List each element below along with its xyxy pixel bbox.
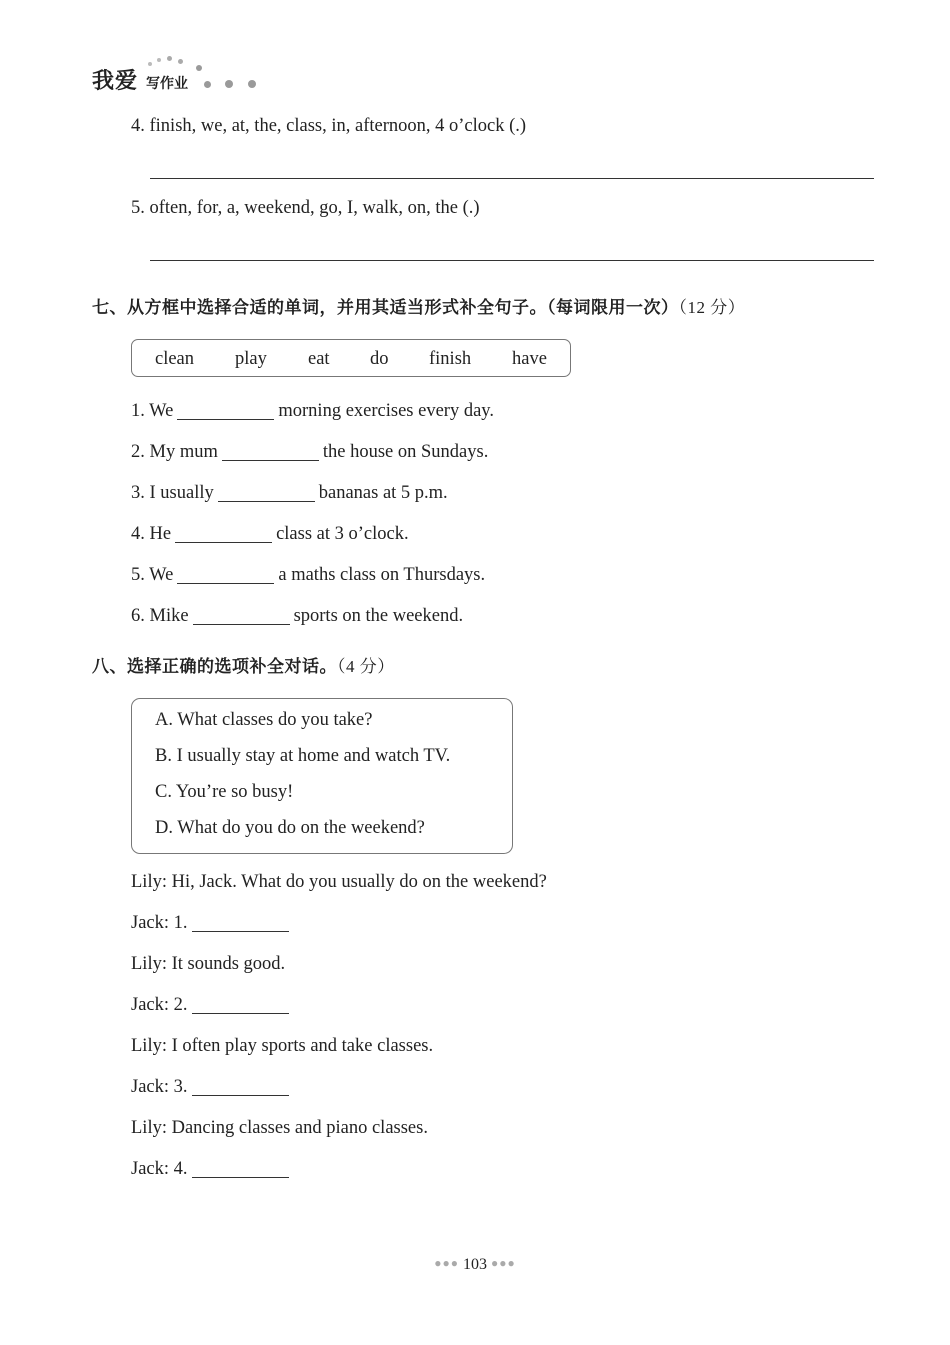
decor-dot-icon — [167, 56, 172, 61]
sentence-number: 5. — [131, 565, 145, 585]
blank-field[interactable] — [177, 565, 274, 584]
dialogue-line — [131, 1036, 433, 1057]
decor-dot-icon — [196, 65, 202, 71]
sentence-number: 2. — [131, 442, 145, 462]
decor-dot-icon — [225, 80, 233, 88]
dialogue-text: Dancing classes and piano classes. — [171, 1118, 428, 1138]
sentence-before: I usually — [149, 483, 214, 503]
reorder-item-number: 4. — [131, 116, 145, 136]
header-logo — [92, 56, 292, 96]
page-number-footer — [0, 1256, 950, 1274]
dialogue-line — [131, 1077, 293, 1098]
dialogue-line — [131, 1118, 428, 1139]
fill-sentence-1 — [131, 401, 494, 422]
fill-sentence-4 — [131, 524, 409, 545]
speaker-label: Lily: — [131, 954, 167, 974]
section-title-text: 七、从方框中选择合适的单词，并用其适当形式补全句子。（每词限用一次） — [92, 298, 679, 318]
dialogue-line — [131, 954, 285, 975]
speaker-label: Jack: — [131, 913, 170, 933]
fill-sentence-2 — [131, 442, 488, 463]
sentence-before: We — [149, 565, 174, 585]
dialogue-text: 4. — [173, 1159, 188, 1179]
option-d: D. What do you do on the weekend? — [155, 818, 425, 838]
speaker-label: Jack: — [131, 1077, 170, 1097]
option-b: B. I usually stay at home and watch TV. — [155, 746, 451, 766]
decor-dot-icon — [178, 59, 183, 64]
sentence-number: 6. — [131, 606, 145, 626]
fill-sentence-3 — [131, 483, 448, 504]
sentence-after: the house on Sundays. — [322, 442, 489, 462]
option-a: A. What classes do you take? — [155, 710, 373, 730]
dialogue-text: 3. — [173, 1077, 188, 1097]
decor-dot-icon — [148, 62, 152, 66]
dialogue-text: It sounds good. — [171, 954, 286, 974]
sentence-number: 4. — [131, 524, 145, 544]
blank-field[interactable] — [192, 995, 289, 1014]
section-7-title — [92, 293, 745, 318]
dots-icon: ●●● — [491, 1256, 516, 1270]
answer-line[interactable] — [150, 178, 874, 179]
sentence-after: morning exercises every day. — [278, 401, 494, 421]
speaker-label: Lily: — [131, 872, 167, 892]
dialogue-text: 2. — [173, 995, 188, 1015]
option-c: C. You’re so busy! — [155, 782, 294, 802]
section-title-text: 八、选择正确的选项补全对话。 — [92, 657, 337, 677]
speaker-label: Lily: — [131, 1118, 167, 1138]
blank-field[interactable] — [218, 483, 315, 502]
reorder-item-words: finish, we, at, the, class, in, afternoon, 4 o’clock (.) — [149, 116, 527, 136]
reorder-item-number: 5. — [131, 198, 145, 218]
blank-field[interactable] — [175, 524, 272, 543]
blank-field[interactable] — [177, 401, 274, 420]
sentence-after: bananas at 5 p.m. — [318, 483, 448, 503]
dialogue-text: I often play sports and take classes. — [171, 1036, 434, 1056]
word-bank-item: have — [512, 349, 547, 369]
section-points: （12 分） — [678, 298, 746, 317]
blank-field[interactable] — [192, 913, 289, 932]
speaker-label: Jack: — [131, 995, 170, 1015]
speaker-label: Jack: — [131, 1159, 170, 1179]
answer-line[interactable] — [150, 260, 874, 261]
word-bank-item: play — [235, 349, 267, 369]
sentence-before: Mike — [149, 606, 189, 626]
reorder-item-4 — [131, 116, 526, 137]
logo-main-text: 我爱 — [92, 69, 139, 94]
decor-dot-icon — [204, 81, 211, 88]
word-bank-item: eat — [308, 349, 330, 369]
speaker-label: Lily: — [131, 1036, 167, 1056]
dots-icon: ●●● — [434, 1256, 459, 1270]
word-bank-item: finish — [429, 349, 472, 369]
sentence-before: We — [149, 401, 174, 421]
dialogue-line — [131, 1159, 293, 1180]
sentence-number: 1. — [131, 401, 145, 421]
dialogue-line — [131, 995, 293, 1016]
section-points: （4 分） — [337, 657, 395, 676]
blank-field[interactable] — [192, 1159, 289, 1178]
word-bank-item: clean — [155, 349, 195, 369]
decor-dot-icon — [248, 80, 256, 88]
dialogue-text: 1. — [173, 913, 188, 933]
sentence-number: 3. — [131, 483, 145, 503]
dialogue-line — [131, 913, 293, 934]
dialogue-text: Hi, Jack. What do you usually do on the weekend? — [171, 872, 547, 892]
blank-field[interactable] — [193, 606, 290, 625]
logo-sub-text: 写作业 — [146, 76, 188, 92]
section-8-title — [92, 652, 395, 677]
blank-field[interactable] — [192, 1077, 289, 1096]
page-number: 103 — [463, 1256, 487, 1273]
sentence-before: He — [149, 524, 172, 544]
sentence-before: My mum — [149, 442, 218, 462]
fill-sentence-5 — [131, 565, 485, 586]
reorder-item-words: often, for, a, weekend, go, I, walk, on, the (.) — [149, 198, 480, 218]
sentence-after: a maths class on Thursdays. — [278, 565, 486, 585]
dialogue-line — [131, 872, 547, 893]
fill-sentence-6 — [131, 606, 463, 627]
word-bank-box — [131, 339, 571, 377]
sentence-after: sports on the weekend. — [293, 606, 464, 626]
decor-dot-icon — [157, 58, 161, 62]
reorder-item-5 — [131, 198, 480, 219]
word-bank-item: do — [370, 349, 389, 369]
options-box — [131, 698, 513, 854]
sentence-after: class at 3 o’clock. — [276, 524, 409, 544]
blank-field[interactable] — [222, 442, 319, 461]
